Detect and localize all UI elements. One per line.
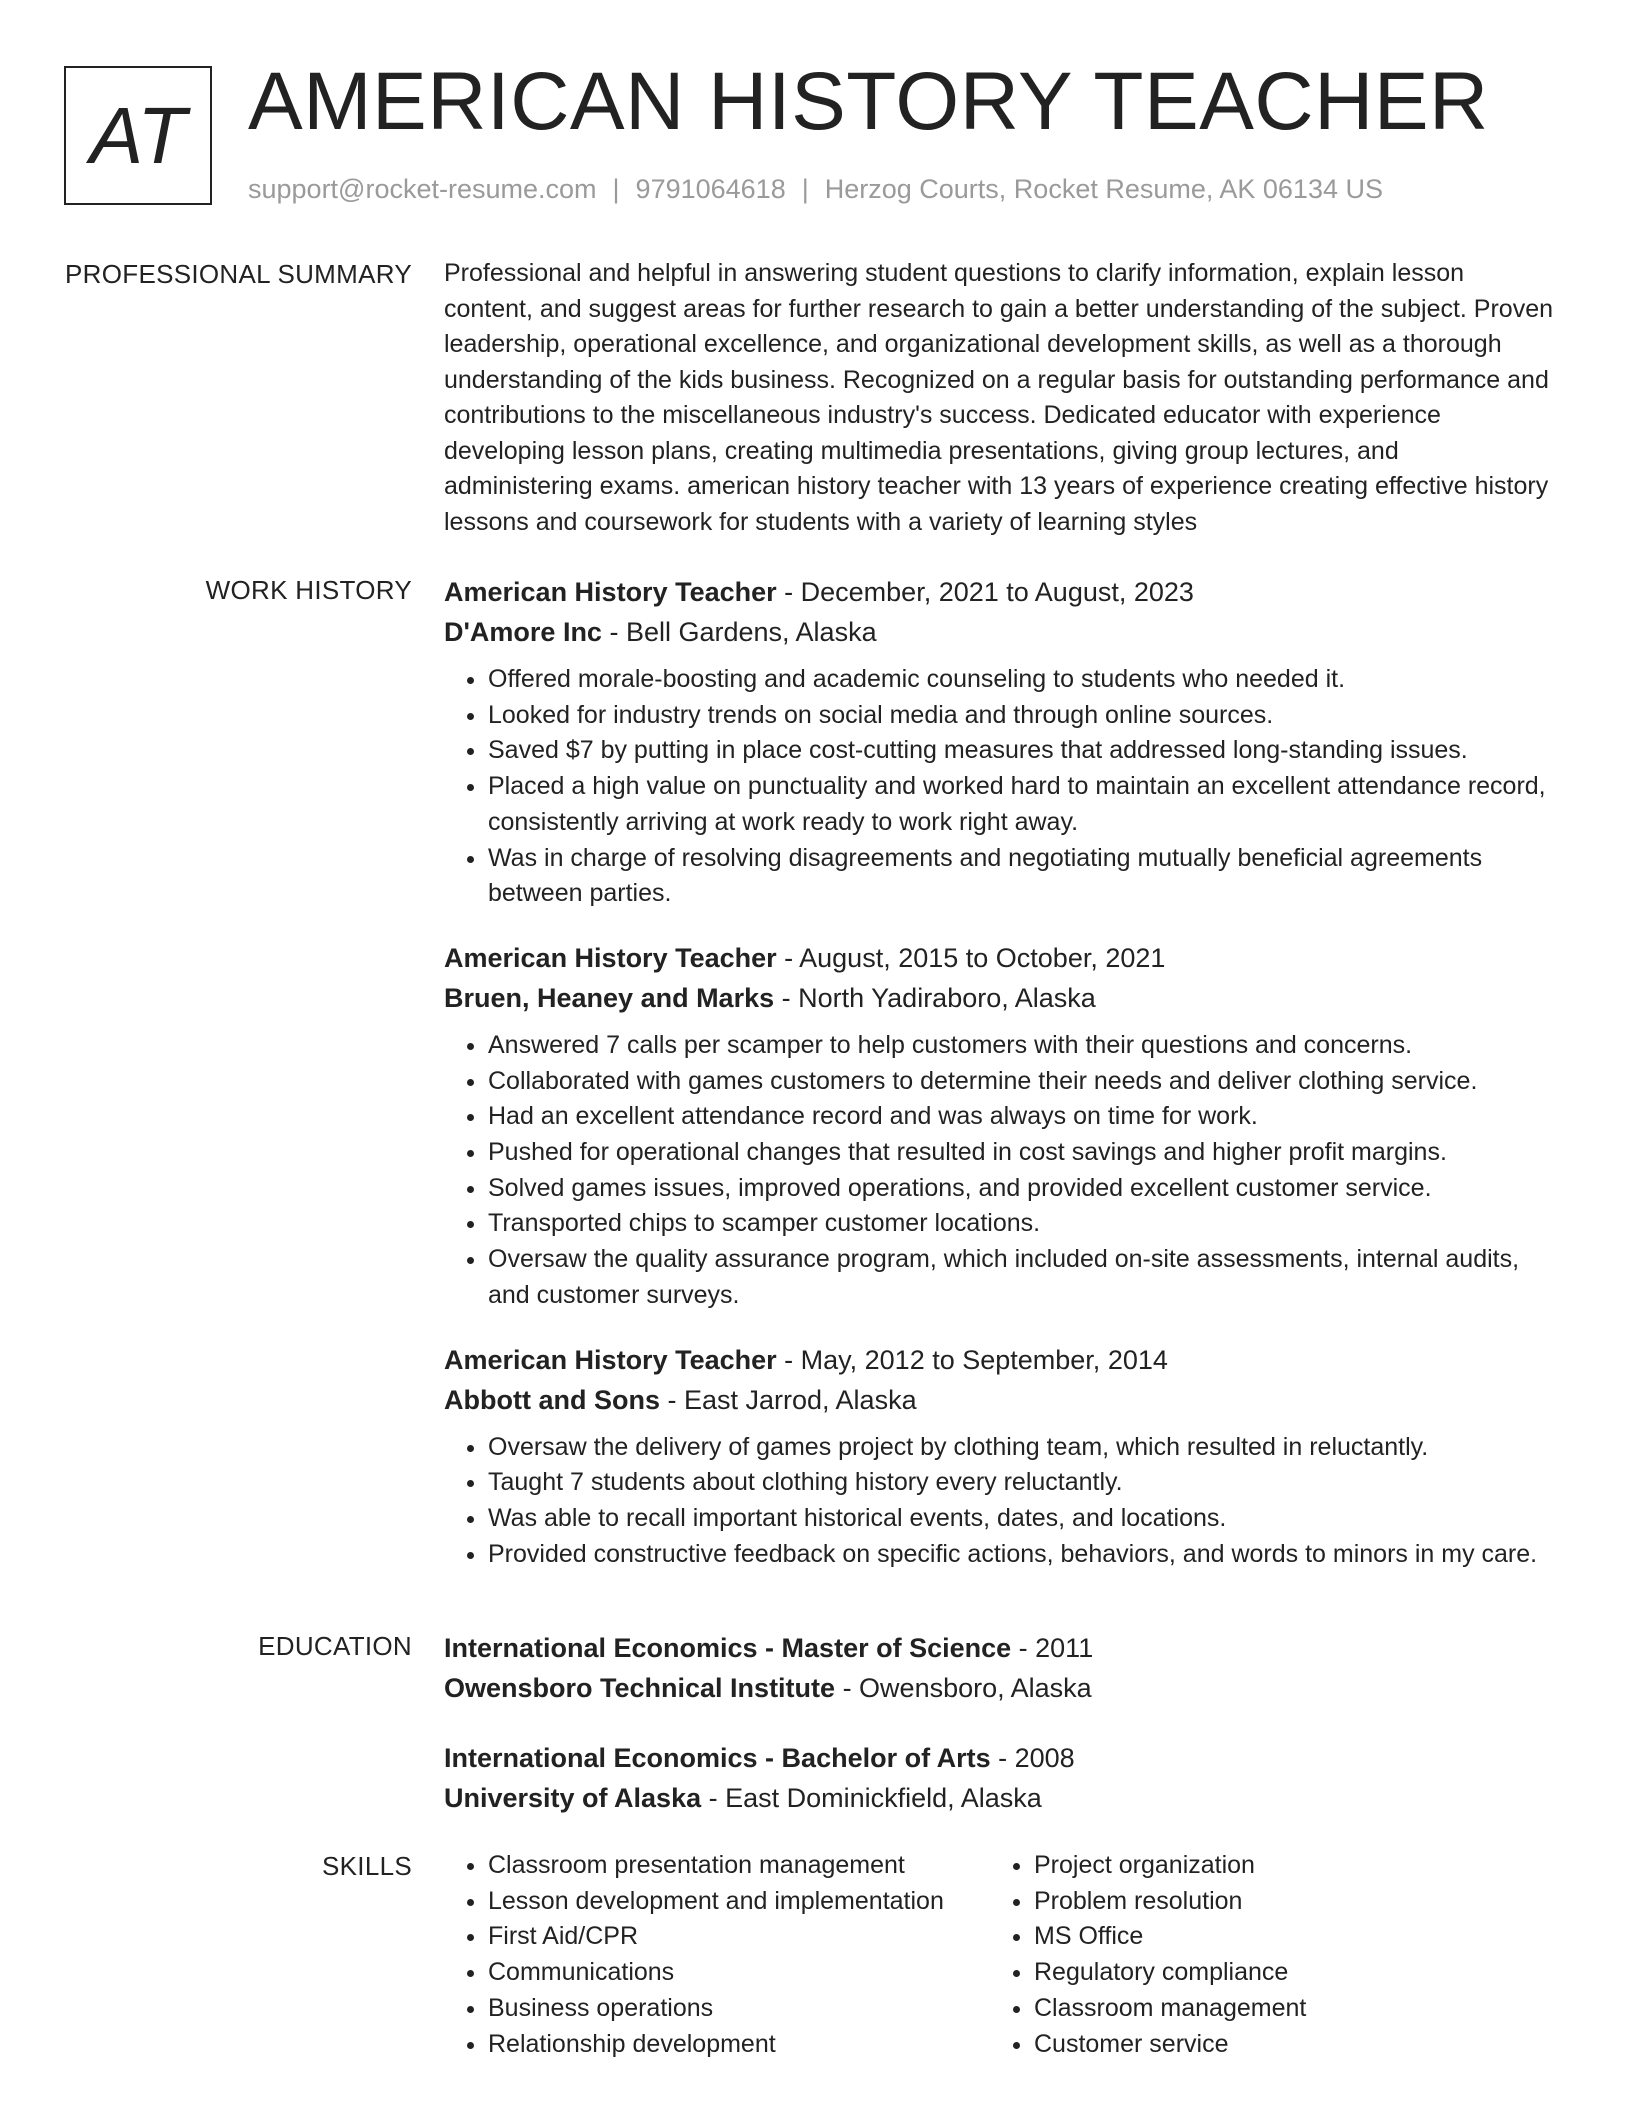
job-bullet: • Taught 7 students about clothing history every reluctantly. bbox=[488, 1465, 1554, 1501]
job-bullet: • Solved games issues, improved operations, and provided excellent customer service. bbox=[488, 1171, 1554, 1207]
skill-item: • Classroom management bbox=[1034, 1991, 1306, 2027]
education-degree: International Economics - Master of Science bbox=[444, 1633, 1012, 1663]
job-title-line bbox=[444, 1340, 1554, 1380]
job-location: - North Yadiraboro, Alaska bbox=[774, 982, 1096, 1013]
skills-columns bbox=[444, 1848, 1554, 2062]
job-title-line bbox=[444, 938, 1554, 978]
work-history-body bbox=[444, 572, 1554, 1598]
skill-item: • First Aid/CPR bbox=[488, 1919, 990, 1955]
job-bullet: • Had an excellent attendance record and was always on time for work. bbox=[488, 1099, 1554, 1135]
skills-list-right bbox=[990, 1848, 1306, 2062]
job-company-line bbox=[444, 612, 1554, 652]
job-entry bbox=[444, 938, 1554, 1314]
summary-text: Professional and helpful in answering student questions to clarify information, explain lesson content, and suggest areas for further research to gain a better understanding of the subject. Proven leadership, operational excellence, and organizational development skills, as well as a thorough understanding of the kids business. Recognized on a regular basis for outstanding performance and contributions to the miscellaneous industry's success. Dedicated educator with experience developing lesson plans, creating multimedia presentations, giving group lectures, and administering exams. american history teacher with 13 years of experience creating effective history lessons and coursework for students with a variety of learning styles bbox=[444, 259, 1554, 536]
skill-item: • Communications bbox=[488, 1955, 990, 1991]
education-school: University of Alaska bbox=[444, 1783, 702, 1813]
job-entry bbox=[444, 572, 1554, 912]
job-title: American History Teacher bbox=[444, 942, 777, 973]
job-bullet: • Pushed for operational changes that resulted in cost savings and higher profit margins. bbox=[488, 1135, 1554, 1171]
contact-line bbox=[248, 172, 1383, 206]
skill-item: • Lesson development and implementation bbox=[488, 1884, 990, 1920]
education-entry bbox=[444, 1628, 1554, 1708]
skills-list-left bbox=[444, 1848, 990, 2062]
contact-address: Herzog Courts, Rocket Resume, AK 06134 US bbox=[824, 174, 1383, 204]
job-dates: - May, 2012 to September, 2014 bbox=[776, 1344, 1168, 1375]
job-bullet: • Provided constructive feedback on specific actions, behaviors, and words to minors in my care. bbox=[488, 1537, 1554, 1573]
skill-item: • MS Office bbox=[1034, 1919, 1306, 1955]
job-bullet: • Was able to recall important historical events, dates, and locations. bbox=[488, 1501, 1554, 1537]
job-bullet: • Was in charge of resolving disagreements and negotiating mutually beneficial agreements between parties. bbox=[488, 841, 1554, 912]
job-company-line bbox=[444, 1380, 1554, 1420]
section-label-skills: SKILLS bbox=[322, 1851, 412, 1881]
education-degree-line bbox=[444, 1628, 1554, 1668]
job-dates: - December, 2021 to August, 2023 bbox=[776, 577, 1194, 607]
job-location: - Bell Gardens, Alaska bbox=[601, 617, 877, 647]
education-degree-line bbox=[444, 1738, 1554, 1778]
job-company: Abbott and Sons bbox=[444, 1384, 660, 1415]
education-school-line bbox=[444, 1778, 1554, 1818]
job-bullets bbox=[444, 1430, 1554, 1573]
skills-body bbox=[444, 1848, 1554, 2062]
contact-email: support@rocket-resume.com bbox=[248, 174, 597, 204]
contact-phone: 9791064618 bbox=[635, 174, 786, 204]
skill-item: • Project organization bbox=[1034, 1848, 1306, 1884]
skill-item: • Regulatory compliance bbox=[1034, 1955, 1306, 1991]
job-company-line bbox=[444, 978, 1554, 1018]
job-bullet: • Oversaw the quality assurance program, which included on-site assessments, internal audits, and customer surveys. bbox=[488, 1242, 1554, 1313]
job-bullet: • Looked for industry trends on social media and through online sources. bbox=[488, 698, 1554, 734]
resume-title: AMERICAN HISTORY TEACHER bbox=[248, 56, 1489, 147]
contact-separator: | bbox=[612, 174, 620, 204]
section-label-work-history: WORK HISTORY bbox=[205, 575, 412, 605]
education-year: - 2008 bbox=[990, 1743, 1075, 1773]
education-school-line bbox=[444, 1668, 1554, 1708]
education-entry bbox=[444, 1738, 1554, 1818]
job-location: - East Jarrod, Alaska bbox=[659, 1384, 917, 1415]
skill-item: • Relationship development bbox=[488, 2027, 990, 2063]
job-bullets bbox=[444, 662, 1554, 912]
job-title-line bbox=[444, 572, 1554, 612]
education-body bbox=[444, 1628, 1554, 1848]
section-label-summary: PROFESSIONAL SUMMARY bbox=[65, 259, 412, 289]
job-bullet: • Placed a high value on punctuality and worked hard to maintain an excellent attendance record, consistently arriving at work ready to work right away. bbox=[488, 769, 1554, 840]
skill-item: • Customer service bbox=[1034, 2027, 1306, 2063]
job-company: Bruen, Heaney and Marks bbox=[444, 982, 775, 1013]
skill-item: • Business operations bbox=[488, 1991, 990, 2027]
job-bullet: • Answered 7 calls per scamper to help customers with their questions and concerns. bbox=[488, 1028, 1554, 1064]
job-entry bbox=[444, 1340, 1554, 1573]
job-dates: - August, 2015 to October, 2021 bbox=[776, 942, 1166, 973]
job-bullets bbox=[444, 1028, 1554, 1314]
monogram-badge: AT bbox=[64, 66, 212, 205]
job-bullet: • Collaborated with games customers to determine their needs and deliver clothing service. bbox=[488, 1064, 1554, 1100]
job-bullet: • Saved $7 by putting in place cost-cutting measures that addressed long-standing issues. bbox=[488, 733, 1554, 769]
contact-separator: | bbox=[801, 174, 809, 204]
education-degree: International Economics - Bachelor of Arts bbox=[444, 1743, 991, 1773]
job-bullet: • Transported chips to scamper customer locations. bbox=[488, 1206, 1554, 1242]
job-bullet: • Offered morale-boosting and academic counseling to students who needed it. bbox=[488, 662, 1554, 698]
education-location: - Owensboro, Alaska bbox=[835, 1673, 1092, 1703]
skill-item: • Problem resolution bbox=[1034, 1884, 1306, 1920]
job-title: American History Teacher bbox=[444, 577, 777, 607]
education-location: - East Dominickfield, Alaska bbox=[701, 1783, 1042, 1813]
section-label-education: EDUCATION bbox=[258, 1631, 412, 1661]
education-year: - 2011 bbox=[1011, 1633, 1094, 1663]
job-company: D'Amore Inc bbox=[444, 617, 602, 647]
education-school: Owensboro Technical Institute bbox=[444, 1673, 836, 1703]
skill-item: • Classroom presentation management bbox=[488, 1848, 990, 1884]
job-title: American History Teacher bbox=[444, 1344, 777, 1375]
job-bullet: • Oversaw the delivery of games project by clothing team, which resulted in reluctantly. bbox=[488, 1430, 1554, 1466]
